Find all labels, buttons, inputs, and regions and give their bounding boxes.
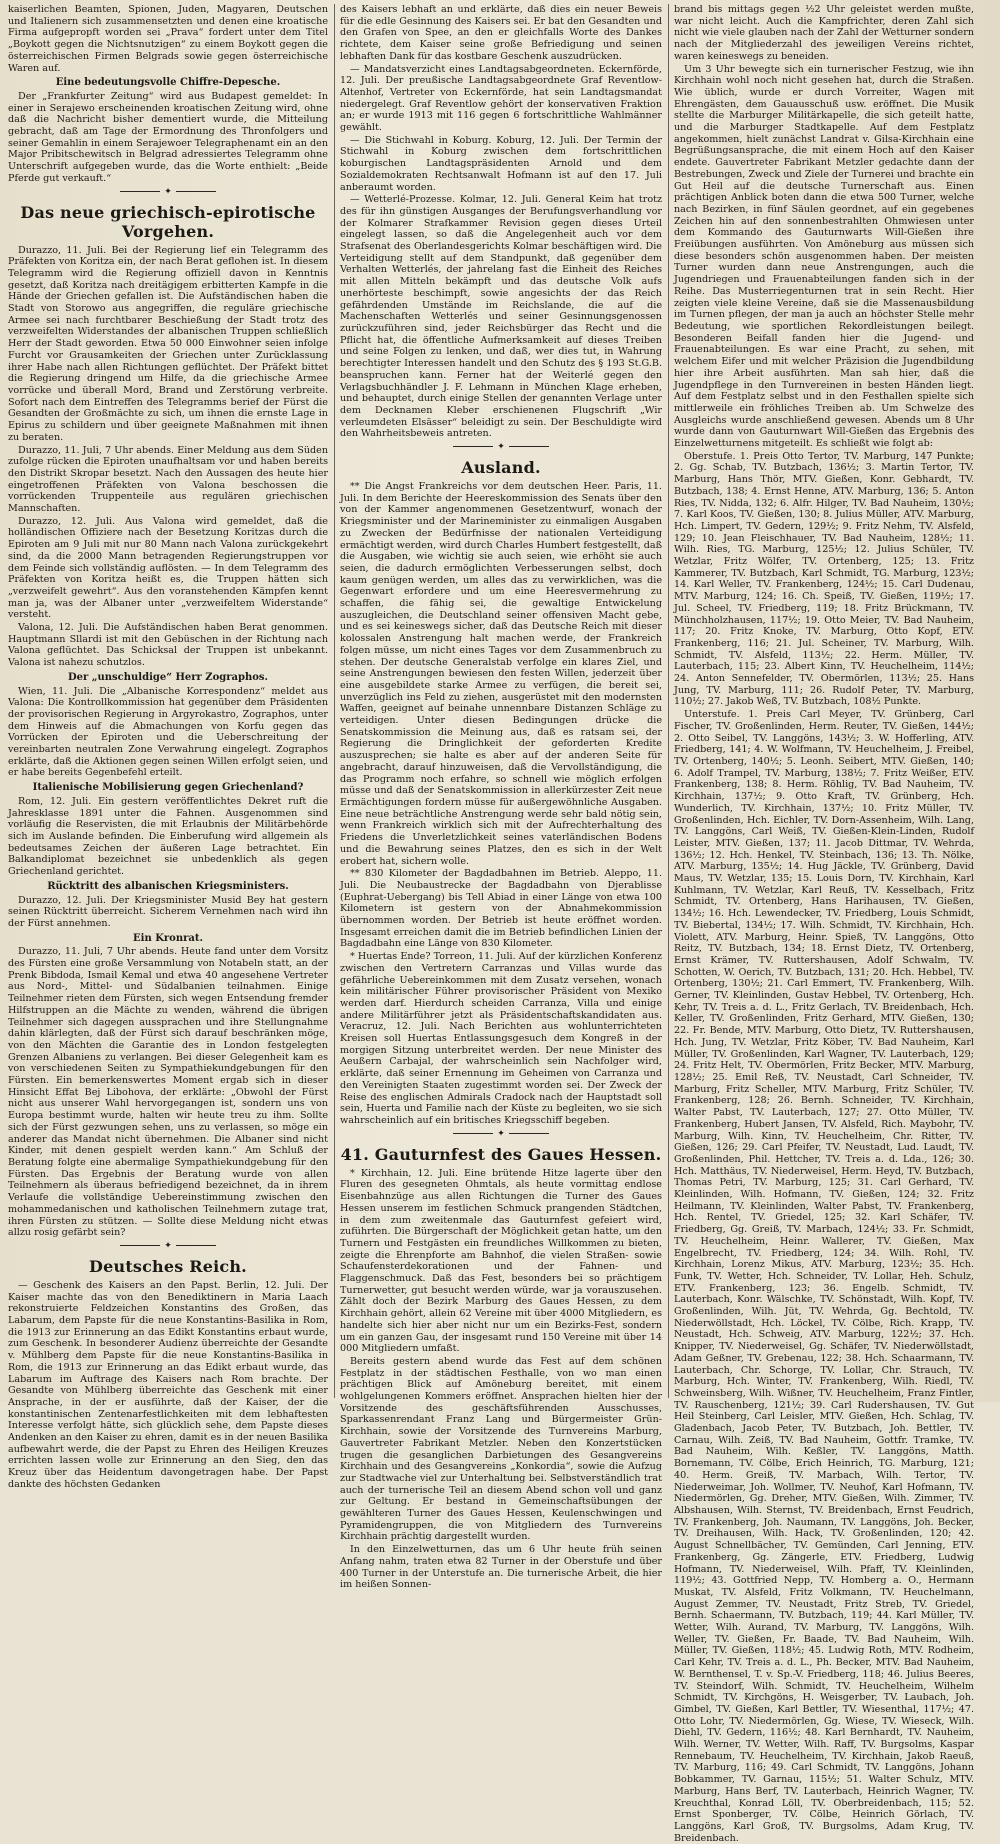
article-paragraph: brand bis mittags gegen ½2 Uhr geleistet werden mußte, war nicht leicht. Auch die Kampfrichter, deren Zahl sich nicht wie viele glauben nach der Zahl der Wetturner sondern nach der Mitgliederzahl des jeweiligen Vereins richtet, waren keineswegs zu beneiden. — [674, 4, 974, 62]
article-paragraph: Der „Frankfurter Zeitung“ wird aus Budapest gemeldet: In einer in Serajewo erscheinenden kroatischen Zeitung wird, ohne daß die Nachricht bisher dementiert wurde, die Mitteilung gebracht, daß am Tage der Ermordnung des Thronfolgers und seiner Gemahlin in einem Serajewoer Telegraphenamt ein an den Major Pribitschewitsch in Belgrad adressiertes Telegramm ohne Unterschrift aufgegeben wurde, das die Worte enthielt: „Beide Pferde gut verkauft.“ — [8, 90, 328, 184]
column-rule — [334, 4, 335, 1398]
section-heading: Ausland. — [461, 458, 541, 478]
article-paragraph: Valona, 12. Juli. Die Aufständischen haben Berat genommen. Hauptmann Sllardi ist mit den Gebüschen in der Richtung nach Valona geflüchtet. Das Schicksal der Truppen ist unbekannt. Valona ist nahezu schutzlos. — [8, 622, 328, 669]
article-paragraph: Durazzo, 11. Juli, 7 Uhr abends. Heute fand unter dem Vorsitz des Fürsten eine große Versammlung von Notabeln statt, an der Prenk Bibdoda, Ismail Kemal und etwa 40 angesehene Vertreter aus Nord-, Mittel- und Südalbanien teilnahmen. Einige Teilnehmer rieten dem Fürsten, sich wegen Entsendung fremder Hilfstruppen an die Mächte zu wenden, während die übrigen Teilnehmer sich dagegen aussprachen und ihre Stellungnahme dahin klärlegten, daß der Fürst sich darauf beschränken möge, von den Mächten die Garantie des in London festgelegten Grenzen Albaniens zu verlangen. Bei dieser Gelegenheit kam es von verschiedenen Seiten zu Sympathiekundgebungen für den Fürsten. Ein bemerkenswertes Moment ergab sich in dieser Hinsicht Effat Bej Libohova, der erklärte: „Obwohl der Fürst nicht aus unserer Wahl hervorgegangen ist, sondern uns von Europa bestimmt wurde, halten wir heute treu zu ihm. Sollte sich der Fürst gezwungen sehen, uns zu verlassen, so möge ein anderer das Mandat nicht übernehmen. Die Albaner sind nicht Kinder, mit denen gespielt werden kann.“ Am Schluß der Beratung folgte eine abermalige Sympathiekundgebung für den Fürsten. Das Ergebnis der Beratung wurde von allen Teilnehmern als überaus befriedigend bezeichnet, da in ihrem Verlaufe die vollständige Uebereinstimmung zwischen den mohammedanischen und katholischen Teilnehmern zutage trat, ihren Fürsten zu stützen. — Sollte diese Meldung nicht etwas allzu rosig gefärbt sein? — [8, 946, 328, 1239]
column-3 — [674, 4, 974, 1844]
article-paragraph: Durazzo, 12. Juli. Der Kriegsminister Musid Bey hat gestern seinen Rücktritt überreicht. Sicherem Vernehmen nach wird ihn der Fürst annehmen. — [8, 894, 328, 929]
article-paragraph: Durazzo, 11. Juli. Bei der Regierung lief ein Telegramm des Präfekten von Koritza ein, der nach Berat geflohen ist. In diesem Telegramm wird die Regierung offiziell davon in Kenntnis gesetzt, daß Koritza nach dreitägigem erbitterten Kampfe in die Hände der Griechen gefallen ist. Die Aufständischen haben die Stadt von Storowo aus angegriffen, die reguläre griechische Armee sei nach furchtbarer Beschießung der Stadt trotz des verzweifelten Widerstandes der albanischen Truppen schließlich Herr der Stadt geworden. Etwa 50 000 Einwohner seien infolge Furcht vor Grausamkeiten der Griechen unter Zurücklassung ihrer Habe nach allen Richtungen geflüchtet. Der Präfekt bittet die Regierung dringend um Hilfe, da die griechische Armee vorrücke und überall Mord, Brand und Zerstörung verbreite. Sofort nach dem Eintreffen des Telegramms berief der Fürst die Gesandten der Großmächte zu sich, um ihnen die ernste Lage in Epirus zu schildern und über geeignete Maßnahmen mit ihnen zu beraten. — [8, 244, 328, 443]
article-subheading: Der „unschuldige“ Herr Zographos. — [67, 671, 269, 683]
article-subheading: Italienische Mobilisierung gegen Griechenland? — [32, 782, 304, 794]
article-paragraph: — Die Stichwahl in Koburg. Koburg, 12. Juli. Der Termin der Stichwahl in Koburg zwischen dem fortschrittlichen koburgischen Landtagspräsidenten Arnold und dem Sozialdemokraten Rechtsanwalt Hofmann ist auf den 17. Juli anberaumt worden. — [340, 134, 662, 193]
results-oberstufe: Oberstufe. 1. Preis Otto Tertor, TV. Marburg, 147 Punkte; 2. Gg. Schab, TV. Butzbach, 136½; 3. Martin Tertor, TV. Marburg, Hans Thör, MTV. Gießen, Konr. Gebhardt, TV. Butzbach, 138; 4. Ernst Henne, ATV. Marburg, 136; 5. Anton Ries, TV. Nidda, 132; 6. Alfr. Hilger, TV. Bad Nauheim, 130½; 7. Karl Koos, TV. Gießen, 130; 8. Julius Müller, ATV. Marburg, Hch. Limpert, TV. Gedern, 129½; 9. Fritz Nehm, TV. Alsfeld, 129; 10. Jean Fleischhauer, TV. Bad Nauheim, 128½; 11. Wilh. Ries, TG. Marburg, 125½; 12. Julius Schüler, TV. Wetzlar, Fritz Wölfer, TV. Ortenberg, 125; 13. Fritz Kammerer, TV. Butzbach, Karl Schmidt, TG. Marburg, 123½; 14. Karl Weller, TV. Frankenberg, 124½; 15. Carl Dudenau, MTV. Marburg, 124; 16. Ch. Speiß, TV. Gießen, 119½; 17. Jul. Scheel, TV. Friedberg, 119; 18. Fritz Brückmann, TV. Münchholzhausen, 117½; 19. Otto Meier, TV. Bad Nauheim, 117; 20. Fritz Knoke, TV. Marburg, Otto Kopf, ETV. Frankenberg, 116; 21. Jul. Scheiner, TV. Marburg, Wilh. Schmidt, TV. Alsfeld, 113½; 22. Herm. Müller, TV. Lauterbach, 115; 23. Albert Kinn, TV. Heuchelheim, 114½; 24. Anton Sennefelder, TV. Obermörlen, 113½; 25. Hans Jung, TV. Marburg, 111; 26. Rudolf Peter, TV. Marburg, 110½; 27. Jakob Weß, TV. Butzbach, 108½ Punkte. — [674, 450, 974, 708]
article-paragraph: In den Einzelwetturnen, das um 6 Uhr heute früh seinen Anfang nahm, traten etwa 82 Turner in der Oberstufe und über 400 Turner in der Unterstufe an. Die turnerische Arbeit, die hier im heißen Sonnen- — [340, 1544, 662, 1591]
article-paragraph: ** Die Angst Frankreichs vor dem deutschen Heer. Paris, 11. Juli. In dem Berichte der Heereskommission des Senats über den von der Kammer angenommenen Gesetzentwurf, wonach der Kriegsminister und der Marineminister zu einmaligen Ausgaben zu Zwecken der Bedürfnisse der nationalen Verteidigung ermächtigt werden, wird durch Charles Humbert festgestellt, daß die Ausgaben, wie wichtig sie auch seien, wie erhöht sie auch seien, die dadurch ermöglichten Verbesserungen selbst, doch kaum genügen werden, um alles das zu verwirklichen, was die Gegenwart erfordere und um eine Heeresvermehrung zu schaffen, die fähig sei, die gewaltige Entwickelung auszugleichen, die Deutschland seiner offensiven Macht gebe, und es sei keineswegs sicher, daß das Deutsche Reich mit dieser kolossalen Anstrengung halt machen werde, der Frankreich folgen müsse, um nicht eines Tages vor dem Zusammenbruch zu stehen. Der deutsche Generalstab verfolge ein klares Ziel, und seine Anstrengungen bewiesen den festen Willen, jederzeit über eine ausgebildete starke Armee zu verfügen, die bereit sei, unverzüglich ins Feld zu ziehen, ausgerüstet mit den modernsten Waffen, geeignet auf beinahe unnennbare Distanzen Schläge zu verteidigen. Unter diesen Bedingungen drücke die Senatskommission die Meinung aus, daß es ratsam sei, der Regierung die Dringlichkeit der geforderten Kredite auszusprechen; sie halte es aber auf der anderen Seite für angebracht, darauf hinzuweisen, daß die Vervollständigung, die das Programm noch erfahre, so schnell wie möglich erfolgen müsse und daß der Senatskommission in allerkürzester Zeit neue Ermächtigungen fordern müsse für außergewöhnliche Ausgaben. Eine neue beträchtliche Anstrengung werde sehr bald nötig sein, wenn Frankreich wirklich sich mit der Aufrechterhaltung des Friedens die Unverletzlichkeit seines vaterländischen Bodens und die Bewahrung seines Platzes, den es sich in der Welt erobert hat, sichern wolle. — [340, 481, 662, 867]
article-paragraph: — Mandatsverzicht eines Landtagsabgeordneten. Eckernförde, 12. Juli. Der preußische Landtagsabgeordnete Graf Reventlow-Altenhof, Vertreter von Eckernförde, hat sein Landtagsmandat niedergelegt. Graf Reventlow gehört der konservativen Fraktion an; er wurde 1913 mit 116 gegen 6 fortschrittliche Wahlmänner gewählt. — [340, 63, 662, 134]
section-heading: Deutsches Reich. — [89, 1256, 247, 1276]
column-1 — [8, 4, 328, 1490]
article-subheading: Rücktritt des albanischen Kriegsministers. — [47, 880, 289, 892]
article-paragraph: Durazzo, 12. Juli. Aus Valona wird gemeldet, daß die holländischen Offiziere nach der Besetzung Koritzas durch die Epiroten am 9 Juli mit nur 80 Mann nach Valona zurückgekehrt sind, da die 2000 Mann betragenden Regierungstruppen vor dem Feinde sich vollständig auflösten. — In dem Telegramm des Präfekten von Koritza heißt es, die Truppen hätten sich „verzweifelt gewehrt“. Aus den voranstehenden Kämpfen kennt man ja, was der Albaner unter „verzweifeltem Widerstande“ versteht. — [8, 515, 328, 621]
column-rule — [668, 4, 669, 1398]
article-subheading: Ein Kronrat. — [133, 932, 203, 944]
article-paragraph: Durazzo, 11. Juli, 7 Uhr abends. Einer Meldung aus dem Süden zufolge rücken die Epiroten unaufhaltsam vor und haben bereits den Distrikt Skropar besetzt. Nach den Aussagen des heute hier eingetroffenen Präfekten von Valona beschossen die vorrückenden Truppenteile aus regulären griechischen Mannschaften. — [8, 444, 328, 515]
separator: ✦ — [8, 187, 328, 197]
column-2 — [340, 4, 662, 1591]
article-paragraph: — Geschenk des Kaisers an den Papst. Berlin, 12. Juli. Der Kaiser machte das von den Benediktinern in Maria Laach rekonstruierte Feldzeichen Konstantins des Großen, das Labarum, dem Papste für die neue Konstantins-Basilika in Rom, die 1913 zur Erinnerung an das Edikt Konstantins erbaut wurde, zum Geschenk. In besonderer Audienz überreichte der Gesandte v. Mühlberg dem Papste für die neue Konstantins-Basilika in Rom, die 1913 zur Erinnerung an das Edikt erbaut wurde, das Labarum im Auftrage des Kaisers nach Rom brachte. Der Gesandte von Mühlberg überreichte das Geschenk mit einer Ansprache, in der er ausführte, daß der Kaiser, der die konstantinischen Zentenarfestlichkeiten mit dem lebhaftesten Interesse verfolgt hätte, sich glücklich sehe, dem Papste dieses Andenken an den Kaiser zu ehren, damit es in der neuen Basilika aufbewahrt werde, die der Papst zu Ehren des Heiligen Kreuzes errichten lassen wolle zur Erinnerung an den Sieg, den das Kreuz über das Heidentum davongetragen habe. Der Papst dankte des höchsten Gedanken — [8, 1279, 328, 1490]
article-subheading: Eine bedeutungsvolle Chiffre-Depesche. — [55, 77, 281, 89]
results-unterstufe: Unterstufe. 1. Preis Carl Meyer, TV. Grünberg, Carl Fischer, TV. Großenlinden, Herm. Reuter, TV. Gießen, 144½; 2. Otto Seibel, TV. Langgöns, 143½; 3. W. Hofferling, ATV. Friedberg, 141; 4. W. Wolfmann, TV. Heuchelheim, J. Freibel, TV. Ortenberg, 140½; 5. Leonh. Seibert, MTV. Gießen, 140; 6. Adolf Trampel, TV. Marburg, 138½; 7. Fritz Weißer, ETV. Frankenberg, 138; 8. Herm. Röhlig, TV. Bad Nauheim, TV. Kirchhain, 137½; 9. Otto Kraft, TV. Grünberg, Hch. Wunderlich, TV. Kirchhain, 137½; 10. Fritz Müller, TV. Großenlinden, Hch. Eichler, TV. Dorn-Assenheim, Wilh. Lang, TV. Langgöns, Carl Weiß, TV. Gießen-Klein-Linden, Rudolf Leister, MTV. Gießen, 137; 11. Jacob Dittmar, TV. Wehrda, 136½; 12. Hch. Henkel, TV. Steinbach, 136; 13. Th. Nölke, ATV. Marburg, 135½; 14. Hug Jäckle, TV. Grünberg, David Maus, TV. Wetzlar, 135; 15. Louis Dorn, TV. Kirchhain, Karl Kuhlmann, TV. Wetzlar, Karl Reuß, TV. Kesselbach, Fritz Schmidt, TV. Ortenberg, Hans Harihausen, TV. Gießen, 134½; 16. Hch. Lewendecker, TV. Friedberg, Louis Schmidt, TV. Biebertal, 134½; 17. Wilh. Schmidt, TV. Kirchhain, Hch. Violett, ATV. Marburg, Heinr. Spieß, TV. Langgöns, Otto Reitz, TV. Butzbach, 134; 18. Ernst Dietz, TV. Ortenberg, Ernst Krämer, TV. Ruttershausen, Adolf Schwalm, TV. Schotten, W. Oerich, TV. Butzbach, 131; 20. Hch. Hebbel, TV. Ortenberg, 130½; 21. Carl Emmert, TV. Frankenberg, Wilh. Gerner, TV. Kleinlinden, Gustav Hebbel, TV. Ortenberg, Hch. Kehr, TV. Treis a. d. L., Fritz Gerlach, TV. Breidenbach, Hch. Keller, TV. Großenlinden, Fritz Gerhard, MTV. Gießen, 130; 22. Fr. Bende, MTV. Marburg, Otto Dietz, TV. Ruttershausen, Hch. Jung, TV. Wetzlar, Fritz Köber, TV. Bad Nauheim, Karl Müller, TV. Großenlinden, Karl Wagner, TV. Lauterbach, 129; 24. Fritz Helt, TV. Obermörlen, Fritz Becker, MTV. Marburg, 128½; 25. Emil Reß, TV. Neustadt, Carl Schneider, TV. Marburg, Fritz Scheller, MTV. Marburg, Fritz Schüler, TV. Frankenberg, 128; 26. Bernh. Schneider, TV. Kirchhain, Walter Pabst, TV. Lauterbach, 127; 27. Otto Müller, TV. Frankenberg, Hubert Jansen, TV. Alsfeld, Rich. Maybohr, TV. Marburg, Wilh. Kinn, TV. Heuchelheim, Chr. Ritter, TV. Gießen, 126; 29. Carl Pfeifer, TV. Neustadt, Lud. Laudt, TV. Großenlinden, Phil. Hettcher, TV. Treis a. d. Lda., 126; 30. Hch. Matthäus, TV. Niederweisel, Herm. Heyd, TV. Butzbach, Thomas Petri, TV. Marburg, 125; 31. Carl Gerhard, TV. Kleinlinden, Wilh. Hofmann, TV. Gießen, 124; 32. Fritz Heilmann, TV. Kleinlinden, Walter Pabst, TV. Frankenberg, Hch. Rentel, TV. Griedel, 125; 32. Karl Schäfer, TV. Friedberg, Gg. Greiß, TV. Marbach, 124½; 33. Fr. Schmidt, TV. Heuchelheim, Heinr. Wallerer, TV. Gießen, Max Engelbrecht, TV. Friedberg, 124; 34. Wilh. Rohl, TV. Kirchhain, Lorenz Mikus, ATV. Marburg, 123½; 35. Hch. Funk, TV. Wetter, Hch. Schneider, TV. Lollar, Heh. Schulz, ETV. Frankenberg, 123; 36. Engelb. Schmidt, TV. Lauterbach, Konr. Wälschke, TV. Schönstadt, Wilh. Kopf, TV. Großenlinden, Wilh. Jüt, TV. Wehrda, Gg. Bechtold, TV. Niederwöllstadt, Hch. Löckel, TV. Cölbe, Rich. Krapp, TV. Neustadt, Hch. Schweig, ATV. Marburg, 122½; 37. Hch. Knipper, TV. Niederweisel, Gg. Schäfer, TV. Niederwöllstadt, Adam Geßner, TV. Grebenau, 122; 38. Hch. Schaarmann, TV. Lauterbach, Chr. Schorge, TV. Lollar, Chr. Strauch, TV. Marburg, Hch. Winter, TV. Frankenberg, Wilh. Riedl, TV. Schweinsberg, Wilh. Wißner, TV. Heuchelheim, Franz Fintler, TV. Rauschenberg, 121½; 39. Carl Rudershausen, TV. Gut Heil Steinberg, Carl Leisler, MTV. Gießen, Hch. Schlag, TV. Gladenbach, Jacob Peter, TV. Butzbach, Joh. Bettler, TV. Carnau, Wilh. Zeiß, TV. Bad Nauheim, Gottfr. Tramke, TV. Bad Nauheim, Wilh. Keßler, TV. Langgöns, Matth. Bornemann, TV. Cölbe, Erich Heinrich, TG. Marburg, 121; 40. Herm. Greiß, TV. Marbach, Wilh. Tertor, TV. Niederweimar, Joh. Wollmer, TV. Neuhof, Karl Hofmann, TV. Niedermörlen, Gg. Dreher, MTV. Gießen, Wilh. Zimmer, TV. Albshausen, Wilh. Sternst, TV. Breidenbach, Ernst Feudrich, TV. Frankenberg, Joh. Naumann, TV. Langgöns, Joh. Becker, TV. Dreihausen, Wilh. Hack, TV. Großenlinden, 120; 42. August Schnellbächer, TV. Gemünden, Carl Jenning, ETV. Frankenberg, Gg. Zängerle, ETV. Friedberg, Ludwig Hofmann, TV. Niederweisel, Wilh. Pfaff, TV. Kleinlinden, 119½; 43. Gottfried Nepp, TV. Homberg a. O., Hermann Muskat, TV. Alsfeld, Fritz Volkmann, TV. Heuchelmann, August Zemmer, TV. Neustadt, Fritz Streb, TV. Griedel, Bernh. Schaermann, TV. Butzbach, 119; 44. Karl Müller, TV. Wetter, Wilh. Aurand, TV. Marburg, TV. Langgöns, Wilh. Weller, TV. Gießen, Fr. Baade, TV. Bad Nauheim, Wilh. Müller, TV. Gießen, 118½; 45. Ludwig Roth, MTV. Rodheim, Carl Kehr, TV. Treis a. d. L., Ph. Becker, MTV. Bad Nauheim, W. Bernthensel, T. v. Sp.-V. Friedberg, 118; 46. Julius Beeres, TV. Steindorf, Wilh. Schmidt, TV. Heuchelheim, Wilhelm Schmidt, TV. Kirchgöns, H. Weisgerber, TV. Laubach, Joh. Gimbel, TV. Gießen, Karl Bettler, TV. Wiesenthal, 117½; 47. Otto Lohr, TV. Niedermörlen, Gg. Wiese, TV. Wieseck, Wilh. Diehl, TV. Gedern, 116½; 48. Karl Bernhardt, TV. Nauheim, Wilh. Werner, TV. Wetter, Wilh. Raff, TV. Burgsolms, Kaspar Rennebaum, TV. Heuchelheim, TV. Kirchhain, Jakob Raeuß, TV. Marburg, 116; 49. Carl Schmidt, TV. Langgöns, Johann Bobkammer, TV. Garnau, 115½; 51. Walter Schulz, MTV. Marburg, Hans Berf, TV. Lauterbach, Heinrich Wagner, TV. Kreuchthal, Konrad Löll, TV. Oberbreidenbach, 115; 52. Ernst Sponberger, TV. Cölbe, Heinrich Görlach, TV. Langgöns, Karl Groß, TV. Burgsolms, Adam Krug, TV. Breidenbach. — [674, 709, 974, 1844]
article-paragraph: des Kaisers lebhaft an und erklärte, daß dies ein neuer Beweis für die edle Gesinnung des Kaisers sei. Er bat den Gesandten und den Grafen von Spee, an den er gleichfalls Worte des Dankes richtete, dem Kaiser seine große Befriedigung und seinen lebhaften Dank für das kostbare Geschenk auszudrücken. — [340, 4, 662, 62]
article-paragraph: Bereits gestern abend wurde das Fest auf dem schönen Festplatz in der städtischen Festhalle, von wo man einen prächtigen Blick auf Amöneburg bereitet, mit einem wohlgelungenen Kommers eröffnet. Ansprachen hielten hier der Vorsitzende des geschäftsführenden Ausschusses, Sparkassenrendant Franz Lang und Bürgermeister Grün-Kirchhain, sowie der Vorsitzende des Turnvereins Marburg, Gauvertreter Fabrikant Metzler. Neben den Konzertstücken trugen die gesanglichen Darbietungen des Gesangvereins Kirchhain und des Gesangvereins „Konkordia“, sowie die Aufzug zur Stadtwache viel zur Unterhaltung bei. Selbstverständlich trat auch der turnerische Teil an diesem Abend schon voll und ganz zur Geltung. Er bestand in Gemeinschaftsübungen der gewählteren Turner des Gaues Hessen, Keulenschwingen und Pyramidengruppen, die von Mitgliedern des Turnvereins Kirchhain prächtig dargestellt wurden. — [340, 1355, 662, 1543]
article-paragraph: * Huertas Ende? Torreon, 11. Juli. Auf der kürzlichen Konferenz zwischen den Vertretern Carranzas und Villas wurde das gefährliche Uebereinkommen mit dem Zusatz versehen, wonach kein militärischer Führer provisorischer Präsident von Mexiko werden darf. Hierdurch scheiden Carranza, Villa und einige andere Militärführer jetzt als Präsidentschaftskandidaten aus. Veracruz, 12. Juli. Nach Berichten aus wohlunterrichteten Kreisen soll Huertas Entlassungsgesuch dem Kongreß in der morgigen Sitzung unterbreitet werden. Der neue Minister des Aeußern Carbajal, der wahrscheinlich sein Nachfolger wird, erklärte, daß seiner Ernennung im Geheimen von Carranza und den Vereinigten Staaten zugestimmt worden sei. Der Zweck der Reise des englischen Admirals Cradock nach der Hauptstadt soll sein, Huerta und Familie nach der Küste zu begleiten, wo sie sich wahrscheinlich auf ein britisches Kriegsschiff begeben. — [340, 951, 662, 1126]
article-paragraph: kaiserlichen Beamten, Spionen, Juden, Magyaren, Deutschen und Italienern sich zusammensetzten und denen eine kroatische Firma aufgepropft worden sei „Prava“ fordert unter dem Titel „Boykott gegen die Nichtsnutzigen“ zu einem Boykott gegen die österreichischen Firmen Belgrads sowie gegen österreichische Waren auf. — [8, 4, 328, 74]
section-heading: 41. Gauturnfest des Gaues Hessen. — [340, 1144, 662, 1164]
separator: ✦ — [8, 1241, 328, 1251]
separator: ✦ — [340, 1129, 662, 1139]
separator: ✦ — [340, 442, 662, 452]
section-heading: Das neue griechisch-epirotische Vorgehen. — [20, 202, 316, 241]
article-paragraph: — Wetterlé-Prozesse. Kolmar, 12. Juli. General Keim hat trotz des für ihn günstigen Ausganges der Berufungsverhandlung vor der Kolmarer Strafkammer Revision gegen dieses Urteil eingelegt lassen, so daß die Angelegenheit auch vor dem Strafsenat des Oberlandesgerichts Kolmar beschäftigen wird. Die Verteidigung stellt auf dem Standpunkt, daß gegenüber dem Verhalten Wetterlés, der jahrelang fast die Einheit des Reiches mit allen Mitteln bekämpft und das deutsche Volk aufs unerhörteste beschimpft, sowie angesichts der das Reich gefährdenden Umstände im Reichslande, die auf die Machenschaften Wetterlés und seiner Gesinnungsgenossen zurückzuführen sind, jeder Reichsbürger das Recht und die Pflicht hat, die öffentliche Aufmerksamkeit auf dieses Treiben und seine Folgen zu lenken, und daß, wer dies tut, in Wahrung berechtigter Interessen handelt und den Schutz des § 193 St.G.B. beanspruchen kann. Ferner hat der Weiterlé gegen den Verlagsbuchhändler J. F. Lehmann in München Klage erheben, und behauptet, durch einige Stellen der genannten Verlage unter dem Decknamen Kleber erschienenen Flugschrift „Wir verleumdeten Elsässer“ beleidigt zu sein. Der Beschuldigte wird den Wahrheitsbeweis antreten. — [340, 194, 662, 440]
article-paragraph: Um 3 Uhr bewegte sich ein turnerischer Festzug, wie ihn Kirchhain wohl noch nicht gesehen hat, durch die Straßen. Wie üblich, wurde er durch Vorreiter, Wagen mit Ehrengästen, dem Gauausschuß usw. eröffnet. Die Musik stellte die Marburger Militärkapelle, die sich geteilt hatte, und die Marburger Stadtkapelle. Auf dem Festplatz angekommen, hielt zunächst Landrat v. Gilsa-Kirchhain eine Begrüßungsansprache, die mit einem Hoch auf den Kaiser endete. Gauvertreter Fabrikant Metzler gedachte dann der Bestrebungen, Zweck und Ziele der Turnerei und brachte ein Gut Heil auf die deutsche Turnerschaft aus. Einen prächtigen Anblick boten dann die etwa 500 Turner, welche nach Bezirken, in fünf Säulen geordnet, auf ein gegebenes Zeichen hin auf den sonnenbestrahlten Ohmwiesen unter dem Kommando des Gauturnwarts Will-Gießen ihre Freiübungen ausführten. Von Amöneburg aus müssen sich diese besonders schön ausgenommen haben. Der meisten Turner wurden dann neue Anstrengungen, auch die Jugendriegen und Frauenabteilungen fanden sich in der Reihe. Das Musterriegenturnen trat in sein Recht. Hier zeigten viele kleine Vereine, daß sie die Massenausbildung im Turnen pflegen, der man ja auch an höchster Stelle mehr Bedeutung, wie sportlichen Rekordleistungen beilegt. Besonderen Beifall fanden hier die Jugend- und Frauenabteilungen. Es war eine Pracht, zu sehen, mit welchem Eifer und mit welcher Präzision die Jugendbildung hier ihre Arbeit ausführten. Man sah hier, daß die Jugendpflege in den Turnvereinen in besten Händen liegt. Auf dem Festplatz selbst und in den Festhallen spielte sich mittlerweile ein fröhliches Treiben ab. Um Schwelze des Ausgleichs wurde anschließend gewesen. Abends um 8 Uhr wurde dann von Gauturnwart Will-Gießen das Ergebnis des Einzelwetturnens mitgeteilt. Es schließt wie folgt ab: — [674, 63, 974, 450]
article-paragraph: * Kirchhain, 12. Juli. Eine brütende Hitze lagerte über den Fluren des gesegneten Ohmtals, als heute vormittag endlose Eisenbahnzüge aus allen Richtungen die Turner des Gaues Hessen unserem im festlichen Schmuck prangenden Städtchen, in dem zum zweitenmale das Gauturnfest gefeiert wird, zuführten. Die Bürgerschaft der Möglichkeit getan hatte, um den Turnern und Festgästen ein freundliches Willkommen zu bieten, zeigte die Ehrenpforte am Bahnhof, die vielen Straßen- sowie Schaufensterdekorationen und der Fahnen- und Flaggenschmuck. Daß das Fest, besonders bei so prächtigem Turnerwetter, gut besucht werden würde, war ja vorauszusehen. Zählt doch der Bezirk Marburg des Gaues Hessen, zu dem Kirchhain gehört, allein 62 Vereine mit über 4000 Mitgliedern, es handelte sich hier aber nicht nur um ein Bezirks-Fest, sondern um ein ganzen Gau, der insgesamt rund 150 Vereine mit über 14 000 Mitgliedern umfaßt. — [340, 1167, 662, 1355]
article-paragraph: Rom, 12. Juli. Ein gestern veröffentlichtes Dekret ruft die Jahresklasse 1891 unter die Fahnen. Ausgenommen sind vorläufig die Reservisten, die mit Erlaubnis der Militärbehörde sich im Auslande befinden. Die Einberufung wird allgemein als bedeutsames Zeichen der äußeren Lage betrachtet. Ein Balkandiplomat bezeichnet sie unbedenklich als gegen Griechenland gerichtet. — [8, 795, 328, 878]
article-paragraph: ** 830 Kilometer der Bagdadbahnen im Betrieb. Aleppo, 11. Juli. Die Neubaustrecke der Bagdadbahn von Djerablisse (Euphrat-Uebergang) bis Tell Abiad in einer Länge von etwa 100 Kilometern ist gestern von der Abnahmekommission übernommen worden. Der Betrieb ist heute eröffnet worden. Insgesamt erreichen damit die im Betrieb befindlichen Linien der Bagdadbahn eine Länge von 830 Kilometer. — [340, 868, 662, 950]
article-paragraph: Wien, 11. Juli. Die „Albanische Korrespondenz“ meldet aus Valona: Die Kontrollkommission hat gegenüber dem Präsidenten der provisorischen Regierung in Argyrokastro, Zographos, unter dem Hinweis auf die Abmachungen von Korfu gegen das Vorrücken der Epiroten und die Ueberschreitung der vereinbarten neutralen Zone Verwahrung eingelegt. Zographos erklärte, daß die Aktionen gegen seinen Willen erfolgt seien, und er habe bereits Gegenbefehl erteilt. — [8, 685, 328, 779]
